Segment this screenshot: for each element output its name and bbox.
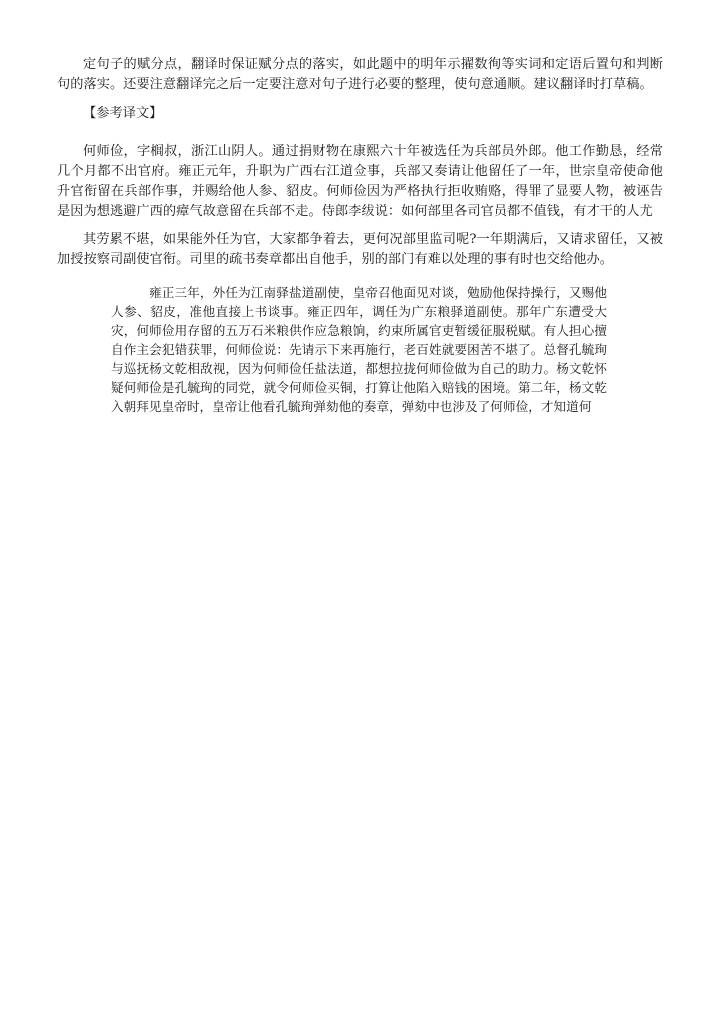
translation-paragraph-1: 何师俭，字榈叔，浙江山阴人。通过捐财物在康熙六十年被选任为兵部员外郎。他工作勤恳，经常几个月都不出官府。雍正元年，升职为广西右江道佥事，兵部又奏请让他留任了一年，世宗皇帝使命他升官衔留在兵部作事，并赐给他人参、貂皮。何师俭因为严格执行拒收贿赂，得罪了显要人物，被诬告是因为想逃避广西的瘴气故意留在兵部不走。侍郎李绂说：如何部里各司官员都不值钱，有才干的人尤 xyxy=(57,144,663,219)
translation-note-paragraph: 定句子的赋分点，翻译时保证赋分点的落实，如此题中的明年示擢数徇等实词和定语后置句和判断句的落实。还要注意翻译完之后一定要注意对句子进行必要的整理，使句意通顺。建议翻译时打草稿。 xyxy=(57,57,663,92)
translation-paragraph-2: 其劳累不堪，如果能外任为官，大家都争着去，更何况部里监司呢?一年期满后，又请求留任，又被加授按察司副使官衔。司里的疏书奏章都出自他手，别的部门有难以处理的事有时也交给他办。 xyxy=(57,232,663,267)
section-heading: 【参考译文】 xyxy=(83,106,163,121)
translation-paragraph-3: 雍正三年，外任为江南驿盐道副使，皇帝召他面见对谈，勉励他保持操行，又赐他人参、貂皮，准他直接上书谈事。雍正四年，调任为广东粮驿道副使。那年广东遭受大灾，何师俭用存留的五万石米粮供作应急粮饷，约束所属官吏暂缓征服税赋。有人担心擅自作主会犯错获罪，何师俭说：先请示下来再施行，老百姓就要困苦不堪了。总督孔毓珣与巡抚杨文乾相敌视，因为何师俭任盐法道，都想拉拢何师俭做为自己的助力。杨文乾怀疑何师俭是孔毓珣的同党，就令何师俭买铜，打算让他陷入赔钱的困境。第二年，杨文乾入朝拜见皇帝时，皇帝让他看孔毓珣弹劾他的奏章，弹劾中也涉及了何师俭，才知道何 xyxy=(111,285,607,414)
